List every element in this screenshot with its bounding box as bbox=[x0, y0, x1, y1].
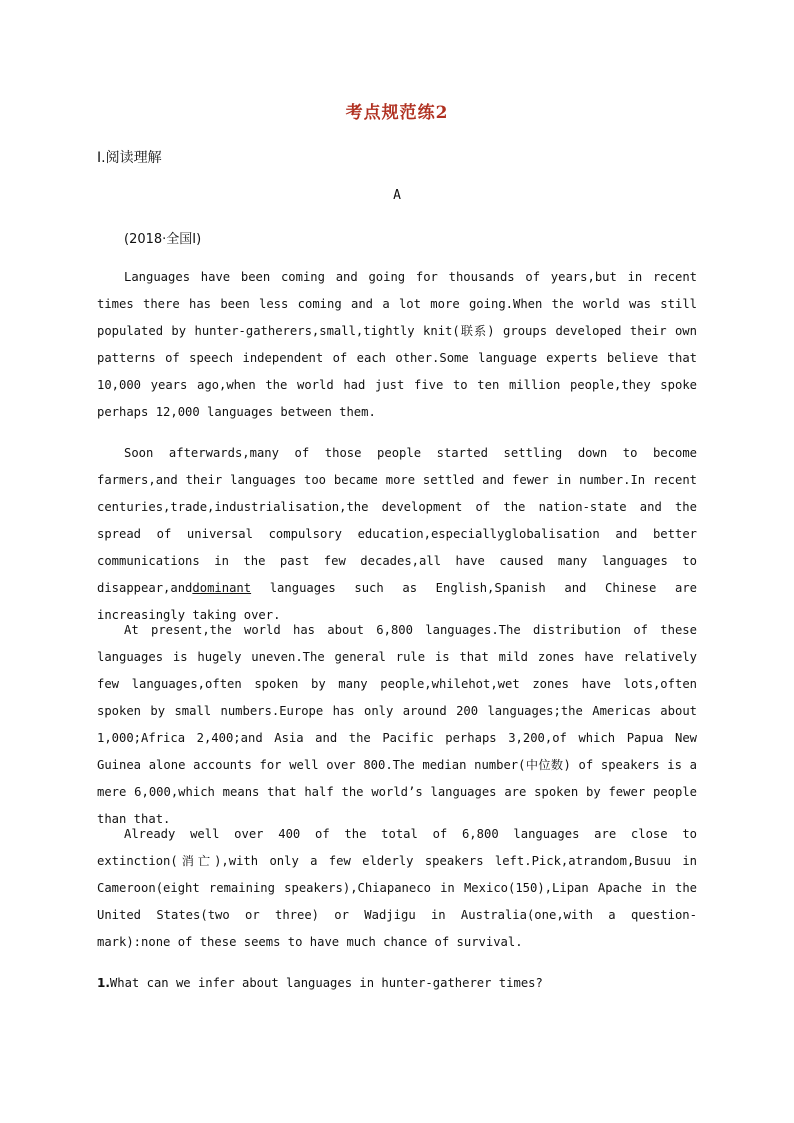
passage-paragraph-2 bbox=[97, 440, 697, 629]
question-1 bbox=[97, 970, 697, 997]
page-title: 考点规范练2 bbox=[345, 103, 449, 123]
underlined-word: dominant bbox=[192, 581, 252, 595]
passage-paragraph-3: At present,the world has about 6,800 languages.The distribution of these languages is hugely uneven.The general rule is that mild zones have relatively few languages,often spoken by many people,whilehot,wet zones have lots,often spoken by small numbers.Europe has only around 200 languages;the Americas about 1,000;Africa 2,400;and Asia and the Pacific perhaps 3,200,of which Papua New Guinea alone accounts for well over 800.The median number(中位数) of speakers is a mere 6,000,which means that half the world’s languages are spoken by fewer people than that. bbox=[97, 623, 697, 826]
source-note: (2018·全国Ⅰ) bbox=[124, 232, 202, 247]
section-heading: Ⅰ.阅读理解 bbox=[97, 150, 162, 166]
question-text: What can we infer about languages in hunter-gatherer times? bbox=[109, 976, 543, 990]
passage-label: A bbox=[393, 188, 401, 203]
question-number: 1. bbox=[97, 976, 110, 990]
passage-paragraph-4: Already well over 400 of the total of 6,800 languages are close to extinction(消亡),with only a few elderly speakers left.Pick,atrandom,Busuu in Cameroon(eight remaining speakers),Chiapaneco in Mexico(150),Lipan Apache in the United States(two or three) or Wadjigu in Australia(one,with a question-mark):none of these seems to have much chance of survival. bbox=[97, 827, 697, 949]
paragraph-2-text-a: Soon afterwards,many of those people started settling down to become farmers,and their languages too became more settled and fewer in number.In recent centuries,trade,industrialisation,the development of the nation-state and the spread of universal compulsory education,especiallyglobalisation and better communications in the past few decades,all have caused many languages to disappear,and bbox=[97, 446, 697, 595]
paragraph-2-text-b: languages such as English,Spanish and Chinese are increasingly taking over. bbox=[97, 581, 697, 622]
passage-paragraph-1: Languages have been coming and going for thousands of years,but in recent times there has been less coming and a lot more going.When the world was still populated by hunter-gatherers,small,tightly knit(联系) groups developed their own patterns of speech independent of each other.Some language experts believe that 10,000 years ago,when the world had just five to ten million people,they spoke perhaps 12,000 languages between them. bbox=[97, 270, 697, 419]
